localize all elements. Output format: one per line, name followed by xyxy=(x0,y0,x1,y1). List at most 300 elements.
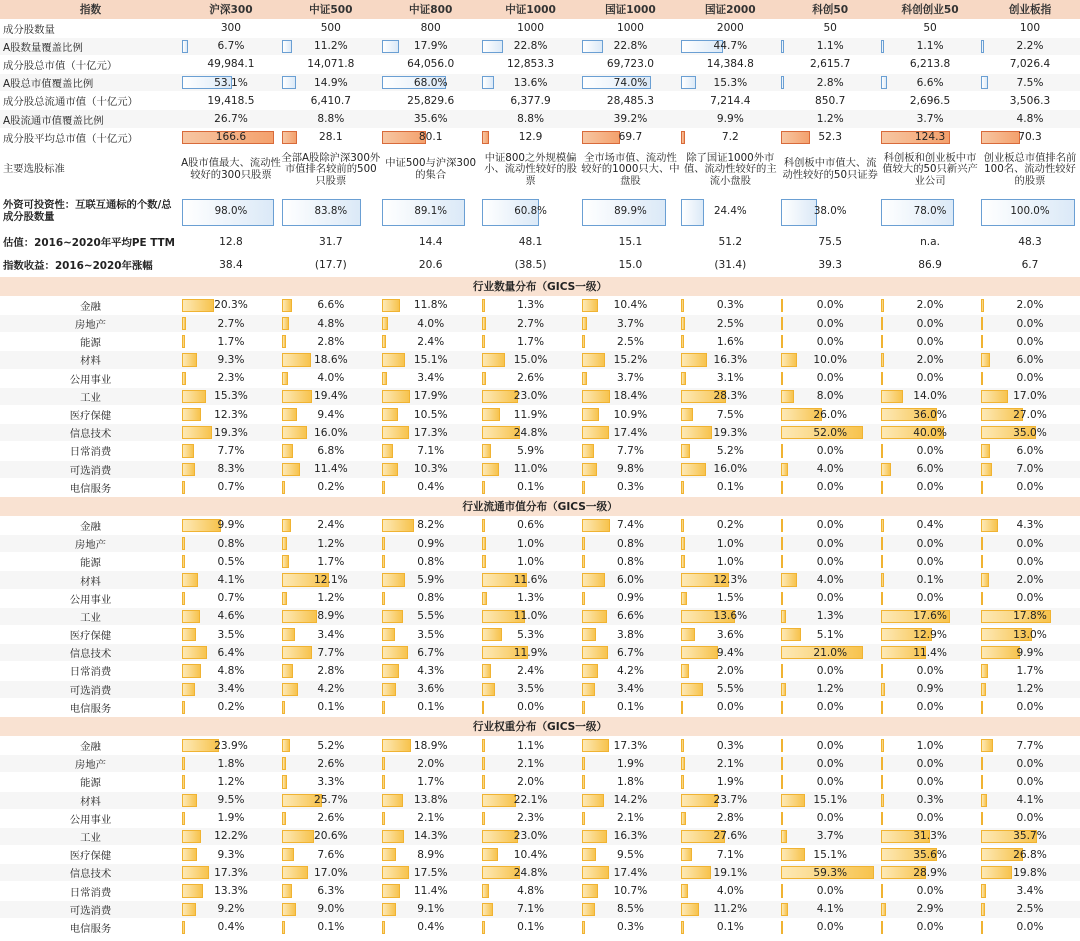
industry-cell-value: 4.8% xyxy=(317,317,345,330)
industry-cell-bar xyxy=(282,884,292,897)
industry-cell xyxy=(880,827,980,845)
industry-cell xyxy=(381,315,481,333)
industry-row xyxy=(0,882,1080,900)
industry-cell xyxy=(880,369,980,387)
industry-cell xyxy=(680,864,780,882)
industry-cell xyxy=(680,791,780,809)
industry-cell-bar xyxy=(981,683,986,696)
industry-cell-value: 4.1% xyxy=(816,903,844,916)
industry-cell-bar xyxy=(382,592,385,605)
industry-label: 房地产 xyxy=(0,755,181,773)
industry-cell-bar xyxy=(781,444,783,457)
data-cell-bar xyxy=(681,131,685,144)
industry-cell-bar xyxy=(482,390,518,403)
data-cell xyxy=(780,37,880,55)
data-cell xyxy=(780,110,880,128)
data-cell xyxy=(381,74,481,92)
industry-cell-value: 1.3% xyxy=(517,299,545,312)
industry-cell-bar xyxy=(282,353,311,366)
industry-cell-bar xyxy=(382,299,400,312)
industry-cell-value: 3.8% xyxy=(616,628,644,641)
industry-cell xyxy=(581,791,681,809)
industry-cell-bar xyxy=(681,408,693,421)
industry-cell xyxy=(980,589,1080,607)
industry-cell xyxy=(680,460,780,478)
valuation-cell: 75.5 xyxy=(780,230,880,253)
industry-cell xyxy=(281,791,381,809)
industry-cell-bar xyxy=(482,884,490,897)
industry-cell-value: 17.5% xyxy=(413,866,448,879)
foreign-value: 89.9% xyxy=(614,205,647,218)
industry-cell-bar xyxy=(781,317,783,330)
industry-cell-value: 13.8% xyxy=(413,794,448,807)
data-cell-value: 6,410.7 xyxy=(310,94,352,107)
industry-cell xyxy=(581,773,681,791)
data-cell xyxy=(980,92,1080,110)
industry-cell xyxy=(181,607,281,625)
industry-cell-value: 0.0% xyxy=(1016,537,1044,550)
industry-cell-value: 0.0% xyxy=(816,664,844,677)
industry-cell-value: 1.8% xyxy=(217,757,245,770)
criteria-cell: 全部A股除沪深300外市值排名较前的500只股票 xyxy=(281,146,381,194)
overview-row xyxy=(0,37,1080,55)
industry-label: 工业 xyxy=(0,607,181,625)
industry-cell-bar xyxy=(582,426,609,439)
industry-cell xyxy=(980,516,1080,534)
industry-cell-bar xyxy=(881,555,883,568)
header-row xyxy=(0,0,1080,19)
industry-cell xyxy=(481,644,581,662)
data-cell xyxy=(780,92,880,110)
industry-cell-value: 0.0% xyxy=(916,885,944,898)
foreign-value: 24.4% xyxy=(713,205,747,218)
valuation-cell: 12.8 xyxy=(181,230,281,253)
industry-cell-bar xyxy=(382,463,398,476)
industry-cell-value: 1.9% xyxy=(217,812,245,825)
industry-cell xyxy=(181,333,281,351)
data-cell xyxy=(181,74,281,92)
industry-cell xyxy=(481,755,581,773)
industry-cell xyxy=(780,535,880,553)
foreign-cell-bar xyxy=(681,199,704,226)
data-cell-value: 44.7% xyxy=(713,40,748,53)
industry-cell-value: 13.3% xyxy=(214,885,248,898)
industry-cell xyxy=(481,918,581,936)
industry-cell-bar xyxy=(382,757,385,770)
industry-cell-value: 10.7% xyxy=(613,885,648,898)
industry-cell xyxy=(281,424,381,442)
industry-cell-value: 3.5% xyxy=(517,683,545,696)
industry-label: 金融 xyxy=(0,296,181,314)
data-cell-bar xyxy=(282,131,298,144)
industry-cell-value: 0.0% xyxy=(916,757,944,770)
industry-cell xyxy=(880,571,980,589)
industry-cell-value: 0.0% xyxy=(916,317,944,330)
industry-cell-value: 0.0% xyxy=(1016,775,1044,788)
industry-cell-value: 19.8% xyxy=(1013,866,1047,879)
industry-cell-bar xyxy=(681,866,711,879)
section-title: 行业流通市值分布（GICS一级） xyxy=(0,496,1080,516)
industry-cell-bar xyxy=(382,884,400,897)
industry-label: 电信服务 xyxy=(0,478,181,496)
industry-cell xyxy=(181,846,281,864)
industry-cell-value: 0.1% xyxy=(716,481,744,494)
industry-cell-bar xyxy=(681,683,703,696)
industry-cell xyxy=(281,900,381,918)
industry-cell-bar xyxy=(881,921,883,934)
industry-cell-value: 0.0% xyxy=(816,775,844,788)
data-cell-bar xyxy=(582,131,620,144)
industry-cell xyxy=(680,626,780,644)
industry-cell-bar xyxy=(382,701,385,714)
industry-cell-bar xyxy=(781,794,805,807)
industry-cell xyxy=(880,644,980,662)
industry-cell xyxy=(281,369,381,387)
industry-cell xyxy=(680,387,780,405)
industry-cell-bar xyxy=(781,757,783,770)
industry-cell-bar xyxy=(182,335,185,348)
industry-cell xyxy=(381,571,481,589)
industry-cell xyxy=(780,882,880,900)
industry-cell-bar xyxy=(282,444,293,457)
industry-cell-bar xyxy=(582,408,599,421)
data-cell xyxy=(581,55,681,73)
data-cell xyxy=(680,55,780,73)
data-cell-value: 6,377.9 xyxy=(510,94,551,107)
industry-cell-bar xyxy=(282,408,297,421)
industry-cell-bar xyxy=(282,519,291,532)
industry-cell xyxy=(481,736,581,754)
industry-cell-value: 0.1% xyxy=(317,921,345,934)
industry-cell xyxy=(980,680,1080,698)
industry-cell-value: 0.5% xyxy=(217,555,245,568)
industry-cell-value: 3.6% xyxy=(417,683,445,696)
industry-cell xyxy=(980,736,1080,754)
industry-cell xyxy=(281,773,381,791)
industry-cell xyxy=(381,698,481,716)
industry-cell-bar xyxy=(482,372,486,385)
industry-cell xyxy=(780,442,880,460)
industry-cell-value: 4.0% xyxy=(417,317,445,330)
industry-cell-value: 3.4% xyxy=(1016,885,1044,898)
row-label: A股数量覆盖比例 xyxy=(0,37,181,55)
data-cell-value: 64,056.0 xyxy=(407,58,455,71)
industry-cell-bar xyxy=(382,921,385,934)
industry-cell-value: 5.5% xyxy=(417,610,445,623)
industry-cell xyxy=(481,424,581,442)
industry-cell-bar xyxy=(582,646,608,659)
industry-cell-value: 0.8% xyxy=(616,537,644,550)
industry-cell-value: 35.7% xyxy=(1013,830,1047,843)
industry-cell-value: 6.0% xyxy=(916,463,944,476)
industry-cell-value: 6.0% xyxy=(1016,353,1044,366)
industry-cell-value: 16.3% xyxy=(613,830,648,843)
data-cell-value: 2.8% xyxy=(816,76,844,89)
industry-cell-value: 28.3% xyxy=(713,390,748,403)
industry-cell-value: 5.9% xyxy=(517,444,545,457)
industry-cell-value: 2.1% xyxy=(417,812,445,825)
industry-cell xyxy=(780,698,880,716)
industry-cell-bar xyxy=(582,573,605,586)
industry-cell xyxy=(181,424,281,442)
industry-cell xyxy=(481,369,581,387)
industry-cell-value: 2.3% xyxy=(217,372,245,385)
data-cell xyxy=(980,128,1080,146)
industry-cell-bar xyxy=(781,884,783,897)
industry-cell-value: 7.4% xyxy=(616,519,644,532)
industry-cell-bar xyxy=(282,739,290,752)
industry-label: 金融 xyxy=(0,736,181,754)
industry-row xyxy=(0,644,1080,662)
industry-cell-bar xyxy=(282,372,288,385)
row-label: A股流通市值覆盖比例 xyxy=(0,110,181,128)
industry-cell xyxy=(980,460,1080,478)
data-cell-value: 6.7% xyxy=(217,40,245,53)
industry-cell-bar xyxy=(582,884,599,897)
industry-cell-value: 12.3% xyxy=(214,408,248,421)
industry-cell-bar xyxy=(582,335,586,348)
industry-cell-value: 24.8% xyxy=(513,426,548,439)
industry-cell-value: 9.5% xyxy=(616,848,644,861)
industry-cell-bar xyxy=(482,757,485,770)
industry-cell-value: 52.0% xyxy=(813,426,848,439)
foreign-value: 83.8% xyxy=(314,205,348,218)
industry-cell-value: 0.6% xyxy=(517,519,545,532)
industry-cell-value: 0.1% xyxy=(916,574,944,587)
industry-cell-value: 10.9% xyxy=(613,408,648,421)
industry-cell xyxy=(481,571,581,589)
industry-cell-bar xyxy=(582,628,597,641)
industry-cell xyxy=(880,442,980,460)
industry-cell-bar xyxy=(781,519,783,532)
industry-cell-bar xyxy=(282,390,312,403)
industry-cell-bar xyxy=(282,628,295,641)
industry-cell-value: 4.6% xyxy=(217,610,245,623)
industry-cell xyxy=(880,315,980,333)
industry-cell xyxy=(880,736,980,754)
industry-cell xyxy=(381,296,481,314)
industry-cell-value: 2.1% xyxy=(517,757,545,770)
industry-cell-bar xyxy=(582,812,585,825)
data-cell-value: 500 xyxy=(320,22,341,35)
industry-cell xyxy=(281,296,381,314)
data-cell xyxy=(481,19,581,37)
industry-cell-value: 2.8% xyxy=(317,664,345,677)
data-cell-value: 4.8% xyxy=(1016,113,1044,126)
data-cell-value: 2,615.7 xyxy=(809,58,851,71)
industry-cell-bar xyxy=(282,463,300,476)
industry-row xyxy=(0,846,1080,864)
industry-cell-value: 2.6% xyxy=(517,372,545,385)
industry-cell xyxy=(581,626,681,644)
data-cell xyxy=(181,128,281,146)
industry-cell-value: 4.0% xyxy=(317,372,345,385)
industry-cell-value: 0.0% xyxy=(916,537,944,550)
industry-cell-bar xyxy=(182,628,196,641)
industry-cell-value: 0.2% xyxy=(317,481,345,494)
data-cell xyxy=(680,110,780,128)
industry-cell-bar xyxy=(182,812,185,825)
industry-cell-value: 4.0% xyxy=(816,574,844,587)
industry-cell-bar xyxy=(681,463,706,476)
industry-cell-bar xyxy=(582,537,585,550)
data-cell xyxy=(181,37,281,55)
industry-cell xyxy=(381,460,481,478)
industry-cell-value: 0.1% xyxy=(616,701,644,714)
industry-cell xyxy=(680,535,780,553)
industry-cell-value: 15.1% xyxy=(813,848,848,861)
industry-cell-value: 0.9% xyxy=(916,683,944,696)
criteria-cell: 创业板总市值排名前100名、流动性较好的股票 xyxy=(980,146,1080,194)
industry-cell-value: 40.0% xyxy=(913,426,947,439)
foreign-cell xyxy=(780,194,880,230)
industry-cell xyxy=(281,516,381,534)
data-cell-value: 1.1% xyxy=(916,40,944,53)
row-label: 成分股平均总市值（十亿元） xyxy=(0,128,181,146)
data-cell-bar xyxy=(182,40,188,53)
industry-cell xyxy=(680,846,780,864)
industry-row xyxy=(0,405,1080,423)
data-cell-value: 69,723.0 xyxy=(606,58,655,71)
criteria-cell: 中证500与沪深300的集合 xyxy=(381,146,481,194)
industry-row xyxy=(0,553,1080,571)
industry-label: 信息技术 xyxy=(0,424,181,442)
industry-cell xyxy=(780,478,880,496)
data-cell xyxy=(281,92,381,110)
industry-cell-value: 0.0% xyxy=(1016,701,1044,714)
industry-cell xyxy=(481,900,581,918)
industry-cell-bar xyxy=(582,610,608,623)
industry-cell xyxy=(381,589,481,607)
industry-cell xyxy=(381,351,481,369)
industry-cell-value: 15.3% xyxy=(214,390,248,403)
industry-cell-bar xyxy=(582,830,608,843)
industry-cell-bar xyxy=(781,353,797,366)
data-cell-value: 22.8% xyxy=(513,40,548,53)
industry-cell-value: 8.9% xyxy=(317,610,345,623)
industry-cell xyxy=(880,773,980,791)
industry-cell xyxy=(181,864,281,882)
industry-cell xyxy=(381,827,481,845)
industry-cell-value: 2.5% xyxy=(716,317,744,330)
industry-cell-bar xyxy=(681,739,684,752)
criteria-cell: 全市场市值、流动性较好的1000只大、中盘股 xyxy=(581,146,681,194)
industry-cell-bar xyxy=(182,555,185,568)
industry-cell xyxy=(481,589,581,607)
industry-cell xyxy=(381,918,481,936)
industry-cell-value: 2.6% xyxy=(317,757,345,770)
industry-cell-value: 2.7% xyxy=(517,317,545,330)
data-cell-value: 166.6 xyxy=(215,131,247,144)
industry-cell-bar xyxy=(482,903,493,916)
industry-cell-bar xyxy=(781,555,783,568)
industry-cell-value: 2.4% xyxy=(517,664,545,677)
industry-cell xyxy=(181,680,281,698)
industry-cell-bar xyxy=(382,866,409,879)
industry-cell xyxy=(281,478,381,496)
industry-cell-value: 59.3% xyxy=(813,866,848,879)
data-cell-value: 15.3% xyxy=(713,76,748,89)
industry-cell-bar xyxy=(582,519,611,532)
industry-cell-value: 2.3% xyxy=(517,812,545,825)
industry-cell-bar xyxy=(681,555,685,568)
data-cell-value: 1.2% xyxy=(816,113,844,126)
industry-cell-bar xyxy=(781,683,786,696)
industry-cell-value: 0.9% xyxy=(616,592,644,605)
row-label: 成分股总市值（十亿元） xyxy=(0,55,181,73)
industry-cell-value: 1.2% xyxy=(317,537,345,550)
industry-cell xyxy=(980,773,1080,791)
industry-cell xyxy=(381,882,481,900)
industry-cell-bar xyxy=(582,848,597,861)
industry-cell-bar xyxy=(282,299,292,312)
industry-cell-bar xyxy=(681,592,687,605)
industry-cell-value: 2.1% xyxy=(616,812,644,825)
industry-cell-value: 0.3% xyxy=(616,921,644,934)
industry-cell-bar xyxy=(881,372,883,385)
industry-cell-bar xyxy=(781,372,783,385)
industry-cell-bar xyxy=(382,775,385,788)
industry-cell xyxy=(780,351,880,369)
industry-cell-bar xyxy=(282,830,314,843)
header-index: 创业板指 xyxy=(980,0,1080,19)
industry-cell-value: 0.2% xyxy=(217,701,245,714)
industry-row xyxy=(0,460,1080,478)
industry-cell-bar xyxy=(881,317,883,330)
industry-cell xyxy=(181,460,281,478)
industry-label: 工业 xyxy=(0,387,181,405)
industry-cell-bar xyxy=(781,299,783,312)
industry-cell-value: 7.7% xyxy=(317,646,345,659)
industry-cell-bar xyxy=(482,317,486,330)
industry-cell-bar xyxy=(182,884,203,897)
industry-cell-bar xyxy=(182,701,185,714)
industry-cell-value: 35.6% xyxy=(913,848,947,861)
industry-cell xyxy=(980,864,1080,882)
data-cell xyxy=(281,37,381,55)
data-cell-bar xyxy=(881,76,887,89)
industry-cell-value: 4.3% xyxy=(417,664,445,677)
foreign-row xyxy=(0,194,1080,230)
industry-cell-value: 7.7% xyxy=(616,444,644,457)
industry-cell xyxy=(581,809,681,827)
returns-cell: 39.3 xyxy=(780,253,880,276)
industry-cell xyxy=(181,442,281,460)
industry-cell-value: 3.3% xyxy=(317,775,345,788)
industry-cell-bar xyxy=(382,335,386,348)
industry-cell-value: 0.1% xyxy=(517,481,545,494)
industry-cell-bar xyxy=(881,519,884,532)
industry-cell-value: 10.4% xyxy=(613,299,648,312)
industry-cell xyxy=(680,351,780,369)
industry-row xyxy=(0,662,1080,680)
industry-cell xyxy=(381,736,481,754)
industry-cell-bar xyxy=(781,903,787,916)
industry-cell xyxy=(381,553,481,571)
industry-row xyxy=(0,296,1080,314)
industry-cell-value: 3.5% xyxy=(417,628,445,641)
industry-cell-bar xyxy=(482,921,485,934)
industry-cell-bar xyxy=(282,903,296,916)
industry-cell-value: 1.2% xyxy=(317,592,345,605)
industry-label: 能源 xyxy=(0,553,181,571)
industry-label: 公用事业 xyxy=(0,809,181,827)
industry-cell xyxy=(181,387,281,405)
industry-cell-value: 8.5% xyxy=(616,903,644,916)
overview-row xyxy=(0,110,1080,128)
industry-cell xyxy=(481,405,581,423)
industry-cell-value: 0.4% xyxy=(916,519,944,532)
